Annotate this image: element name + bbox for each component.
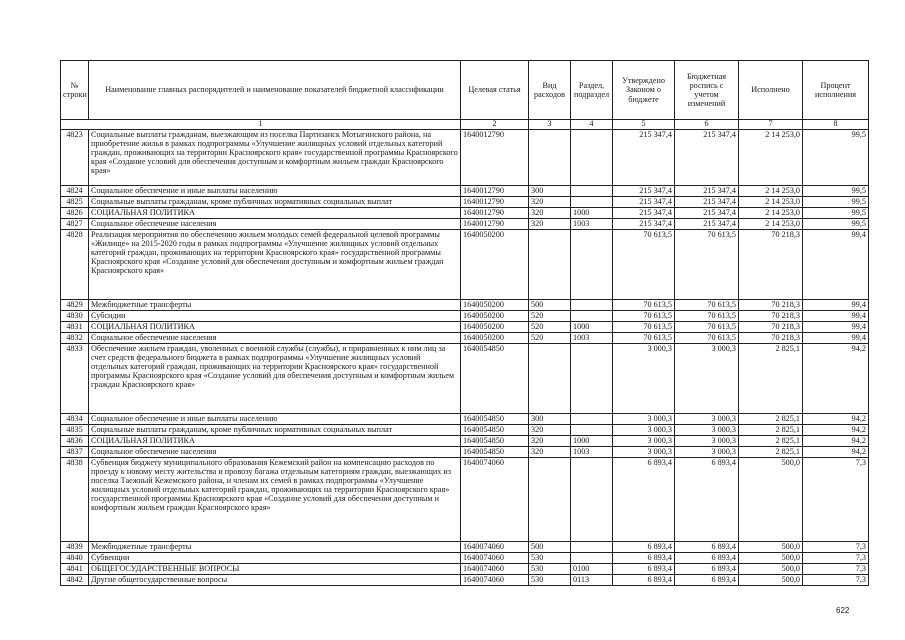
cell-section xyxy=(571,130,613,186)
cell-num: 4830 xyxy=(61,311,89,322)
cell-schedule: 6 893,4 xyxy=(675,458,739,542)
cell-section: 1003 xyxy=(571,447,613,458)
page-number: 622 xyxy=(836,606,850,615)
cell-schedule: 215 347,4 xyxy=(675,130,739,186)
cell-kind: 320 xyxy=(529,425,571,436)
col-number-6: 6 xyxy=(675,120,739,130)
table-header xyxy=(61,61,869,130)
header-num: № строки xyxy=(61,61,89,120)
table-row xyxy=(61,300,869,311)
cell-target: 1640054850 xyxy=(461,447,529,458)
header-target: Целевая статья xyxy=(461,61,529,120)
cell-schedule: 6 893,4 xyxy=(675,553,739,564)
cell-percent: 7,3 xyxy=(803,553,869,564)
table-row xyxy=(61,447,869,458)
cell-executed: 2 825,1 xyxy=(739,344,803,414)
cell-schedule: 3 000,3 xyxy=(675,436,739,447)
cell-section: 0100 xyxy=(571,564,613,575)
cell-executed: 2 14 253,0 xyxy=(739,208,803,219)
cell-schedule: 3 000,3 xyxy=(675,414,739,425)
cell-name: Субвенция бюджету муниципального образования Кежемский район на компенсацию расходов по проезду к новому месту жительства и провозу багажа отдельным категориям граждан, выезжающих из поселка Таежный Кежемского района, и членам их семей в рамках подпрограммы «Улучшение жилищных условий отдельных категорий граждан, проживающих на территории Красноярского края» государственной программы Красноярского края «Создание условий для обеспечения доступным и комфортным жильем граждан Красноярского края» xyxy=(89,458,461,542)
cell-percent: 94,2 xyxy=(803,447,869,458)
table-row xyxy=(61,425,869,436)
cell-num: 4828 xyxy=(61,230,89,300)
cell-name: Социальные выплаты гражданам, кроме публичных нормативных социальных выплат xyxy=(89,425,461,436)
cell-approved: 70 613,5 xyxy=(613,300,675,311)
cell-section xyxy=(571,414,613,425)
cell-num: 4837 xyxy=(61,447,89,458)
cell-approved: 215 347,4 xyxy=(613,208,675,219)
cell-num: 4825 xyxy=(61,197,89,208)
cell-approved: 215 347,4 xyxy=(613,186,675,197)
cell-approved: 3 000,3 xyxy=(613,414,675,425)
cell-target: 1640050200 xyxy=(461,322,529,333)
cell-percent: 99,5 xyxy=(803,130,869,186)
cell-target: 1640050200 xyxy=(461,311,529,322)
cell-num: 4842 xyxy=(61,575,89,586)
cell-name: Межбюджетные трансферты xyxy=(89,300,461,311)
cell-approved: 3 000,3 xyxy=(613,344,675,414)
cell-section: 1003 xyxy=(571,333,613,344)
table-row xyxy=(61,197,869,208)
cell-executed: 70 218,3 xyxy=(739,311,803,322)
cell-name: Социальное обеспечение населения xyxy=(89,447,461,458)
table-body xyxy=(61,130,869,586)
cell-section xyxy=(571,344,613,414)
cell-kind: 520 xyxy=(529,333,571,344)
cell-kind: 520 xyxy=(529,311,571,322)
cell-percent: 99,5 xyxy=(803,197,869,208)
cell-section xyxy=(571,186,613,197)
cell-target: 1640074060 xyxy=(461,553,529,564)
cell-percent: 99,5 xyxy=(803,208,869,219)
cell-target: 1640074060 xyxy=(461,542,529,553)
cell-executed: 2 14 253,0 xyxy=(739,130,803,186)
cell-target: 1640012790 xyxy=(461,130,529,186)
cell-approved: 3 000,3 xyxy=(613,447,675,458)
cell-executed: 2 825,1 xyxy=(739,447,803,458)
cell-executed: 70 218,3 xyxy=(739,333,803,344)
cell-name: Социальное обеспечение и иные выплаты населению xyxy=(89,186,461,197)
cell-executed: 2 825,1 xyxy=(739,414,803,425)
cell-name: Субвенции xyxy=(89,553,461,564)
cell-name: Социальное обеспечение населения xyxy=(89,333,461,344)
cell-target: 1640050200 xyxy=(461,230,529,300)
table-row xyxy=(61,322,869,333)
cell-num: 4838 xyxy=(61,458,89,542)
cell-num: 4835 xyxy=(61,425,89,436)
cell-kind xyxy=(529,344,571,414)
cell-percent: 94,2 xyxy=(803,436,869,447)
cell-target: 1640054850 xyxy=(461,425,529,436)
col-number-2: 2 xyxy=(461,120,529,130)
cell-name: Межбюджетные трансферты xyxy=(89,542,461,553)
cell-schedule: 3 000,3 xyxy=(675,425,739,436)
cell-executed: 2 14 253,0 xyxy=(739,197,803,208)
cell-section xyxy=(571,230,613,300)
cell-executed: 500,0 xyxy=(739,542,803,553)
cell-target: 1640054850 xyxy=(461,436,529,447)
cell-num: 4832 xyxy=(61,333,89,344)
cell-kind: 320 xyxy=(529,208,571,219)
cell-kind: 300 xyxy=(529,186,571,197)
cell-target: 1640074060 xyxy=(461,458,529,542)
cell-schedule: 70 613,5 xyxy=(675,333,739,344)
cell-section xyxy=(571,542,613,553)
cell-target: 1640074060 xyxy=(461,564,529,575)
table-row xyxy=(61,219,869,230)
cell-percent: 7,3 xyxy=(803,575,869,586)
cell-num: 4839 xyxy=(61,542,89,553)
cell-name: Обеспечение жильем граждан, уволенных с военной службы (службы), и приравненных к ним лиц за счет средств федерального бюджета в рамках подпрограммы «Улучшение жилищных условий отдельных категорий граждан, проживающих на территории Красноярского края» государственной программы Красноярского края «Создание условий для обеспечения доступным и комфортным жильем граждан Красноярского края» xyxy=(89,344,461,414)
cell-approved: 215 347,4 xyxy=(613,197,675,208)
cell-section xyxy=(571,425,613,436)
cell-section xyxy=(571,300,613,311)
cell-num: 4840 xyxy=(61,553,89,564)
cell-target: 1640050200 xyxy=(461,300,529,311)
cell-approved: 6 893,4 xyxy=(613,564,675,575)
table-row xyxy=(61,414,869,425)
table-row xyxy=(61,344,869,414)
cell-approved: 70 613,5 xyxy=(613,322,675,333)
cell-executed: 2 14 253,0 xyxy=(739,186,803,197)
col-number-4: 4 xyxy=(571,120,613,130)
cell-kind: 530 xyxy=(529,575,571,586)
cell-schedule: 6 893,4 xyxy=(675,575,739,586)
cell-section: 1000 xyxy=(571,322,613,333)
cell-target: 1640050200 xyxy=(461,333,529,344)
cell-num: 4833 xyxy=(61,344,89,414)
header-executed: Исполнено xyxy=(739,61,803,120)
cell-num: 4827 xyxy=(61,219,89,230)
table-row xyxy=(61,311,869,322)
cell-schedule: 215 347,4 xyxy=(675,197,739,208)
cell-schedule: 70 613,5 xyxy=(675,230,739,300)
cell-percent: 7,3 xyxy=(803,542,869,553)
cell-approved: 70 613,5 xyxy=(613,230,675,300)
cell-kind: 320 xyxy=(529,447,571,458)
cell-executed: 2 825,1 xyxy=(739,425,803,436)
cell-executed: 2 14 253,0 xyxy=(739,219,803,230)
cell-approved: 70 613,5 xyxy=(613,333,675,344)
table-row xyxy=(61,186,869,197)
cell-name: СОЦИАЛЬНАЯ ПОЛИТИКА xyxy=(89,436,461,447)
cell-executed: 70 218,3 xyxy=(739,300,803,311)
cell-percent: 99,4 xyxy=(803,311,869,322)
cell-section: 1000 xyxy=(571,436,613,447)
cell-executed: 500,0 xyxy=(739,553,803,564)
cell-schedule: 70 613,5 xyxy=(675,311,739,322)
cell-name: Реализация мероприятия по обеспечению жильем молодых семей федеральной целевой программы «Жилище» на 2015-2020 годы в рамках подпрограммы «Улучшение жилищных условий отдельных категорий граждан, проживающих на территории Красноярского края» государственной программы Красноярского края «Создание условий для обеспечения доступным и комфортным жильем граждан Красноярского края» xyxy=(89,230,461,300)
table-row xyxy=(61,553,869,564)
cell-schedule: 3 000,3 xyxy=(675,447,739,458)
header-name: Наименование главных распорядителей и наименование показателей бюджетной классификации xyxy=(89,61,461,120)
cell-num: 4824 xyxy=(61,186,89,197)
header-kind: Вид расходов xyxy=(529,61,571,120)
cell-section: 1003 xyxy=(571,219,613,230)
table-row xyxy=(61,230,869,300)
table-row xyxy=(61,436,869,447)
cell-name: Другие общегосударственные вопросы xyxy=(89,575,461,586)
table-row xyxy=(61,333,869,344)
header-schedule: Бюджетная роспись с учетом изменений xyxy=(675,61,739,120)
cell-executed: 2 825,1 xyxy=(739,436,803,447)
cell-kind: 500 xyxy=(529,300,571,311)
cell-percent: 99,4 xyxy=(803,322,869,333)
cell-approved: 70 613,5 xyxy=(613,311,675,322)
cell-schedule: 3 000,3 xyxy=(675,344,739,414)
cell-target: 1640054850 xyxy=(461,344,529,414)
col-number-3: 3 xyxy=(529,120,571,130)
col-number-1: 1 xyxy=(61,120,461,130)
cell-num: 4836 xyxy=(61,436,89,447)
cell-name: Социальное обеспечение населения xyxy=(89,219,461,230)
cell-approved: 3 000,3 xyxy=(613,425,675,436)
cell-section xyxy=(571,458,613,542)
cell-approved: 6 893,4 xyxy=(613,542,675,553)
cell-percent: 7,3 xyxy=(803,458,869,542)
cell-percent: 7,3 xyxy=(803,564,869,575)
table-row xyxy=(61,542,869,553)
cell-percent: 99,5 xyxy=(803,186,869,197)
cell-schedule: 215 347,4 xyxy=(675,219,739,230)
cell-num: 4831 xyxy=(61,322,89,333)
cell-kind: 500 xyxy=(529,542,571,553)
cell-num: 4823 xyxy=(61,130,89,186)
cell-num: 4841 xyxy=(61,564,89,575)
cell-percent: 99,4 xyxy=(803,300,869,311)
cell-name: СОЦИАЛЬНАЯ ПОЛИТИКА xyxy=(89,208,461,219)
cell-kind: 320 xyxy=(529,219,571,230)
cell-kind: 530 xyxy=(529,564,571,575)
cell-target: 1640012790 xyxy=(461,186,529,197)
table-row xyxy=(61,575,869,586)
cell-name: Социальные выплаты гражданам, выезжающим из поселка Партизанск Мотыгинского района, на приобретение жилья в рамках подпрограммы «Улучшение жилищных условий отдельных категорий граждан, проживающих на территории Красноярского края» государственной программы Красноярского края «Создание условий для обеспечения доступным и комфортным жильем граждан Красноярского края» xyxy=(89,130,461,186)
col-number-8: 8 xyxy=(803,120,869,130)
cell-percent: 94,2 xyxy=(803,414,869,425)
cell-section xyxy=(571,197,613,208)
cell-schedule: 6 893,4 xyxy=(675,564,739,575)
cell-section: 0113 xyxy=(571,575,613,586)
cell-schedule: 70 613,5 xyxy=(675,322,739,333)
cell-executed: 500,0 xyxy=(739,458,803,542)
cell-schedule: 215 347,4 xyxy=(675,208,739,219)
header-percent: Процент исполнения xyxy=(803,61,869,120)
cell-kind xyxy=(529,230,571,300)
cell-executed: 70 218,3 xyxy=(739,322,803,333)
cell-percent: 99,5 xyxy=(803,219,869,230)
cell-kind: 300 xyxy=(529,414,571,425)
table-row xyxy=(61,564,869,575)
cell-approved: 3 000,3 xyxy=(613,436,675,447)
cell-section xyxy=(571,311,613,322)
cell-percent: 94,2 xyxy=(803,425,869,436)
cell-target: 1640012790 xyxy=(461,197,529,208)
cell-num: 4829 xyxy=(61,300,89,311)
cell-approved: 6 893,4 xyxy=(613,458,675,542)
cell-percent: 99,4 xyxy=(803,333,869,344)
cell-target: 1640012790 xyxy=(461,219,529,230)
cell-kind: 520 xyxy=(529,322,571,333)
cell-approved: 215 347,4 xyxy=(613,219,675,230)
cell-section xyxy=(571,553,613,564)
cell-name: ОБЩЕГОСУДАРСТВЕННЫЕ ВОПРОСЫ xyxy=(89,564,461,575)
cell-num: 4826 xyxy=(61,208,89,219)
cell-target: 1640054850 xyxy=(461,414,529,425)
col-number-7: 7 xyxy=(739,120,803,130)
cell-schedule: 6 893,4 xyxy=(675,542,739,553)
cell-executed: 500,0 xyxy=(739,564,803,575)
cell-kind: 320 xyxy=(529,436,571,447)
cell-executed: 70 218,3 xyxy=(739,230,803,300)
cell-name: Социальное обеспечение и иные выплаты населению xyxy=(89,414,461,425)
cell-name: СОЦИАЛЬНАЯ ПОЛИТИКА xyxy=(89,322,461,333)
cell-percent: 94,2 xyxy=(803,344,869,414)
table-row xyxy=(61,130,869,186)
cell-num: 4834 xyxy=(61,414,89,425)
cell-approved: 6 893,4 xyxy=(613,553,675,564)
cell-target: 1640074060 xyxy=(461,575,529,586)
cell-kind xyxy=(529,458,571,542)
cell-target: 1640012790 xyxy=(461,208,529,219)
budget-table xyxy=(60,60,869,586)
cell-approved: 215 347,4 xyxy=(613,130,675,186)
cell-name: Субсидии xyxy=(89,311,461,322)
cell-name: Социальные выплаты гражданам, кроме публичных нормативных социальных выплат xyxy=(89,197,461,208)
cell-executed: 500,0 xyxy=(739,575,803,586)
col-number-5: 5 xyxy=(613,120,675,130)
cell-section: 1000 xyxy=(571,208,613,219)
cell-schedule: 215 347,4 xyxy=(675,186,739,197)
cell-kind xyxy=(529,130,571,186)
cell-approved: 6 893,4 xyxy=(613,575,675,586)
header-section: Раздел, подраздел xyxy=(571,61,613,120)
table-row xyxy=(61,208,869,219)
cell-percent: 99,4 xyxy=(803,230,869,300)
cell-kind: 530 xyxy=(529,553,571,564)
cell-schedule: 70 613,5 xyxy=(675,300,739,311)
cell-kind: 320 xyxy=(529,197,571,208)
header-approved: Утверждено Законом о бюджете xyxy=(613,61,675,120)
table-row xyxy=(61,458,869,542)
